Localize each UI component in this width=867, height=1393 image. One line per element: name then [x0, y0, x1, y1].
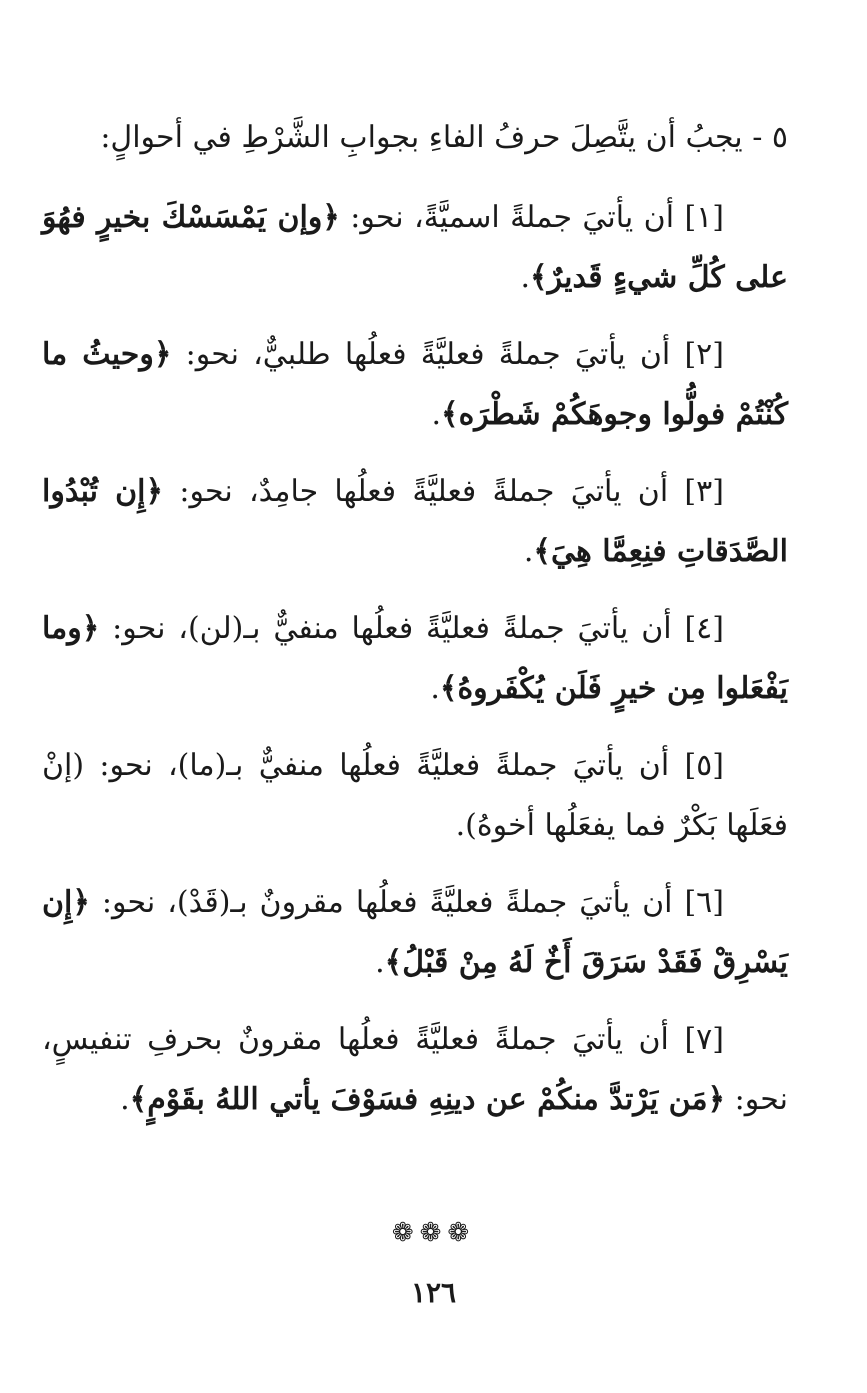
- quran-quote: ﴿وإن يَمْسَسْكَ بخيرٍ فهُوَ على كُلِّ شيءٍ قَديرٌ﴾: [42, 200, 788, 295]
- list-item: [42, 736, 788, 856]
- item-text: [٥] أن يأتيَ جملةً فعليَّةً فعلُها منفيٌّ بـ(ما)، نحو: (إنْ فعَلَها بَكْرٌ فما يفعَلُها أخوهُ).: [42, 748, 788, 843]
- item-text: [٦] أن يأتيَ جملةً فعليَّةً فعلُها مقرونٌ بـ(قَدْ)، نحو:: [89, 885, 724, 920]
- item-text: [٧] أن يأتيَ جملةً فعليَّةً فعلُها مقرونٌ بحرفِ تنفيسٍ، نحو:: [42, 1022, 788, 1117]
- section-separator: ❁❁❁: [391, 1218, 476, 1248]
- list-item: [42, 188, 788, 308]
- page-body: [42, 108, 788, 1147]
- list-item: [42, 599, 788, 719]
- list-item: [42, 873, 788, 993]
- item-text: [١] أن يأتيَ جملةً اسميَّةً، نحو:: [339, 200, 724, 235]
- quran-quote: ﴿وحيثُ ما كُنْتُمْ فولُّوا وجوهَكُمْ شَطْرَه﴾: [42, 337, 788, 432]
- item-end: .: [120, 1082, 130, 1117]
- item-end: .: [523, 534, 534, 569]
- item-end: .: [375, 945, 385, 980]
- quran-quote: ﴿إِن تُبْدُوا الصَّدَقاتِ فنِعِمَّا هِيَ﴾: [42, 474, 788, 569]
- list-item: [42, 462, 788, 582]
- item-end: .: [520, 260, 530, 295]
- list-item: [42, 325, 788, 445]
- quran-quote: ﴿إِن يَسْرِقْ فَقَدْ سَرَقَ أَخٌ لَهُ مِنْ قَبْلُ﴾: [42, 885, 788, 980]
- page-number: ١٢٦: [410, 1276, 457, 1309]
- list-item: [42, 1010, 788, 1130]
- item-end: .: [431, 397, 442, 432]
- quran-quote: ﴿وما يَفْعَلوا مِن خيرٍ فَلَن يُكْفَروهُ﴾: [42, 611, 788, 706]
- quran-quote: ﴿مَن يَرْتدَّ منكُمْ عن دينِهِ فسَوْفَ يأتي اللهُ بقَوْمٍ﴾: [129, 1082, 726, 1117]
- item-text: [٤] أن يأتيَ جملةً فعليَّةً فعلُها منفيٌّ بـ(لن)، نحو:: [99, 611, 724, 646]
- item-text: [٢] أن يأتيَ جملةً فعليَّةً فعلُها طلبيٌّ، نحو:: [171, 337, 724, 372]
- item-text: [٣] أن يأتيَ جملةً فعليَّةً فعلُها جامِدٌ، نحو:: [163, 474, 724, 509]
- item-end: .: [430, 671, 440, 706]
- intro-paragraph: ٥ - يجبُ أن يتَّصِلَ حرفُ الفاءِ بجوابِ الشَّرْطِ في أحوالٍ:: [100, 120, 788, 155]
